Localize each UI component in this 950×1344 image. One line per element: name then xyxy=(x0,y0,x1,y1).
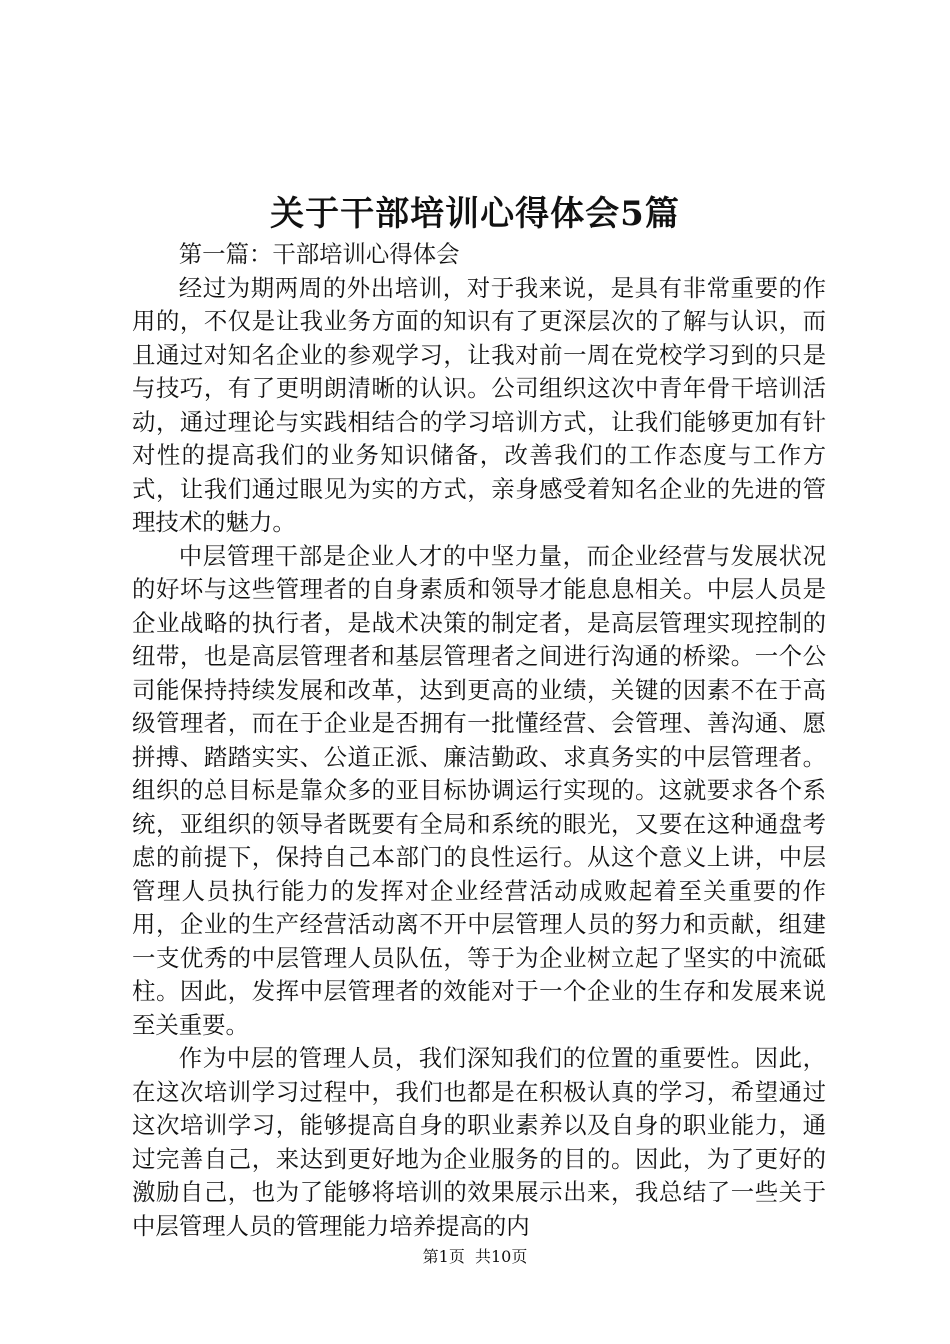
page-number-label: 第1页 共10页 xyxy=(422,1247,528,1266)
page-footer xyxy=(0,1244,950,1267)
section-heading: 第一篇：干部培训心得体会 xyxy=(178,240,460,268)
paragraph-1: 经过为期两周的外出培训，对于我来说，是具有非常重要的作用的，不仅是让我业务方面的知识有了更深层次的了解与认识，而且通过对知名企业的参观学习，让我对前一周在党校学习到的只是与技巧，有了更明朗清晰的认识。公司组织这次中青年骨干培训活动，通过理论与实践相结合的学习培训方式，让我们能够更加有针对性的提高我们的业务知识储备，改善我们的工作态度与工作方式，让我们通过眼见为实的方式，亲身感受着知名企业的先进的管理技术的魅力。 xyxy=(132,273,826,536)
paragraph-2: 中层管理干部是企业人才的中坚力量，而企业经营与发展状况的好坏与这些管理者的自身素质和领导才能息息相关。中层人员是企业战略的执行者，是战术决策的制定者，是高层管理实现控制的纽带，也是高层管理者和基层管理者之间进行沟通的桥梁。一个公司能保持持续发展和改革，达到更高的业绩，关键的因素不在于高级管理者，而在于企业是否拥有一批懂经营、会管理、善沟通、愿拼搏、踏踏实实、公道正派、廉洁勤政、求真务实的中层管理者。组织的总目标是靠众多的亚目标协调运行实现的。这就要求各个系统，亚组织的领导者既要有全局和系统的眼光，又要在这种通盘考虑的前提下，保持自己本部门的良性运行。从这个意义上讲，中层管理人员执行能力的发挥对企业经营活动成败起着至关重要的作用，企业的生产经营活动离不开中层管理人员的努力和贡献，组建一支优秀的中层管理人员队伍，等于为企业树立起了坚实的中流砥柱。因此，发挥中层管理者的效能对于一个企业的生存和发展来说至关重要。 xyxy=(132,541,826,1039)
document-title: 关于干部培训心得体会5篇 xyxy=(270,194,680,234)
paragraph-3: 作为中层的管理人员，我们深知我们的位置的重要性。因此，在这次培训学习过程中，我们也都是在积极认真的学习，希望通过这次培训学习，能够提高自身的职业素养以及自身的职业能力，通过完善自己，来达到更好地为企业服务的目的。因此，为了更好的激励自己，也为了能够将培训的效果展示出来，我总结了一些关于中层管理人员的管理能力培养提高的内 xyxy=(132,1044,826,1240)
document-body xyxy=(132,238,826,1243)
